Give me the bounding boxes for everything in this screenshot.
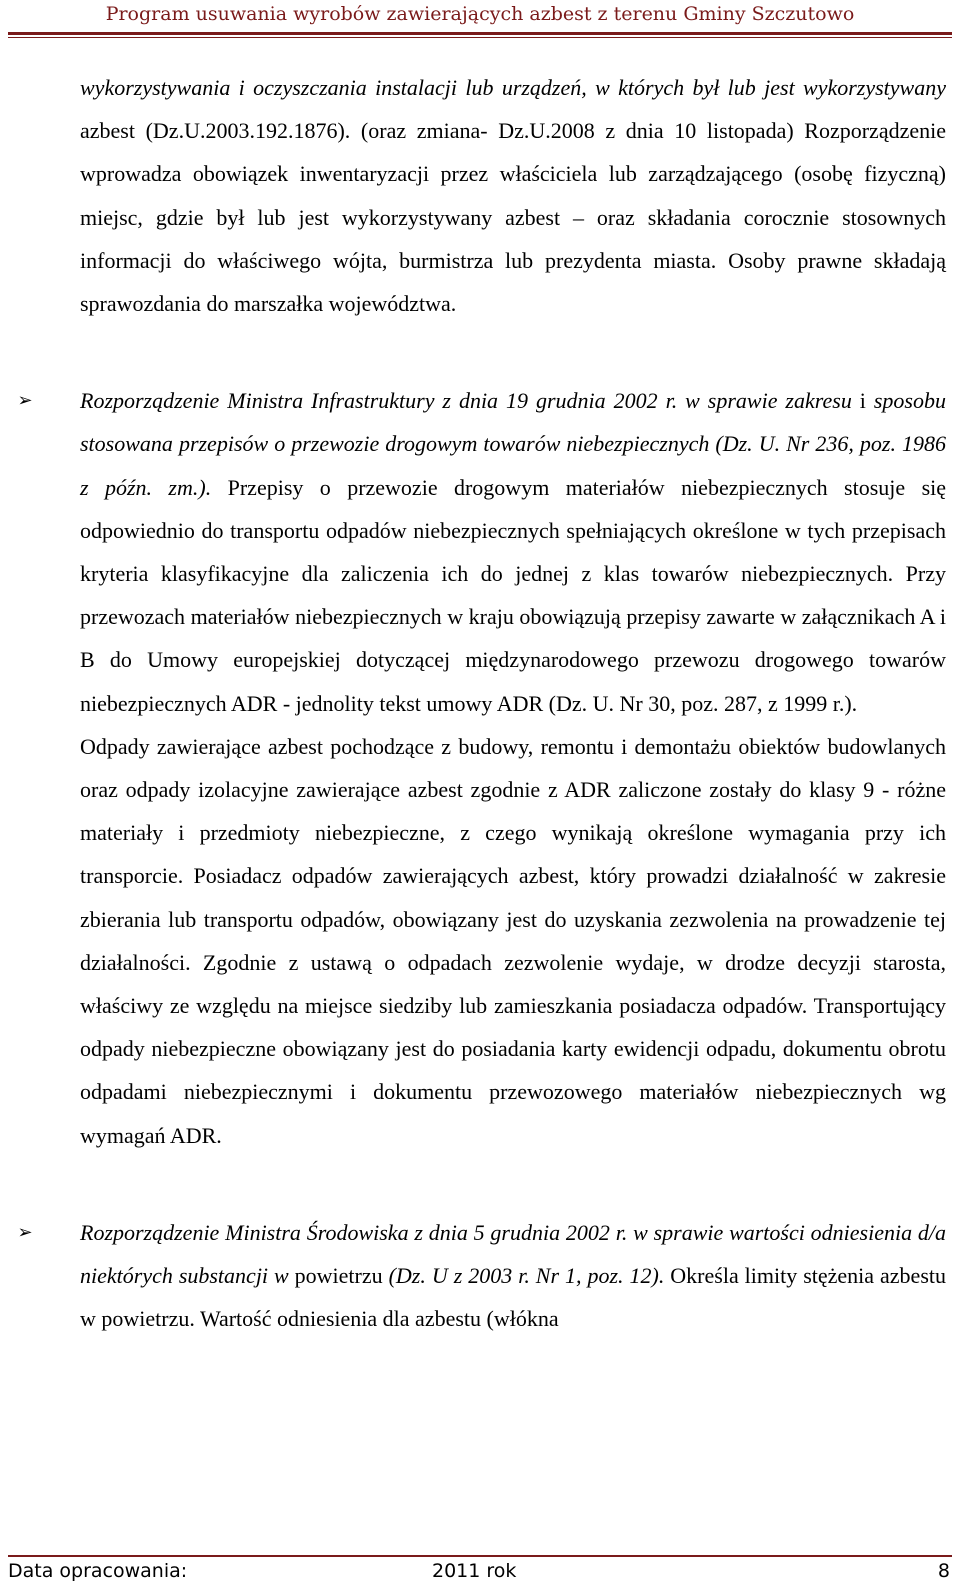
italic-text: wykorzystywania i oczyszczania instalacji lub urządzeń, w których był lub jest wykorzystywany bbox=[80, 75, 946, 100]
page-number: 8 bbox=[937, 1560, 950, 1582]
bullet-item-srodowisko bbox=[17, 1211, 946, 1341]
document-body bbox=[17, 66, 947, 1340]
bullet-item-infrastruktura bbox=[17, 379, 947, 725]
spacer bbox=[80, 325, 946, 379]
regulation-citation: (Dz. U z 2003 r. Nr 1, poz. 12). bbox=[388, 1263, 665, 1289]
paragraph-text: Przepisy o przewozie drogowym materiałów niebezpiecznych stosuje się odpowiednio do transportu odpadów niebezpiecznych spełniających określone w tych przepisach kryteria klasyfikacyjne dla zaliczenia ich do jednej z klas towarów niebezpiecznych. Przy przewozach materiałów niebezpiecznych w kraju obowiązują przepisy zawarte w załącznikach A i B do Umowy europejskiej dotyczącej międzynarodowego przewozu drogowego towarów niebezpiecznych ADR - jednolity tekst umowy ADR (Dz. U. Nr 30, poz. 287, z 1999 r.). bbox=[80, 474, 947, 716]
paragraph-text: azbest (Dz.U.2003.192.1876). (oraz zmiana- Dz.U.2008 z dnia 10 listopada) Rozporządzenie wprowadza obowiązek inwentaryzacji przez właściciela lub zarządzającego (osobę fizyczną) miejsc, gdzie był lub jest wykorzystywany azbest – oraz składania corocznie stosownych informacji do właściwego wójta, burmistrza lub prezydenta miasta. Osoby prawne składają sprawozdania do marszałka województwa. bbox=[80, 118, 946, 317]
regulation-title: Rozporządzenie Ministra Infrastruktury z dnia 19 grudnia 2002 r. w sprawie zakresu bbox=[80, 388, 852, 414]
paragraph-text: Określa limity stężenia azbestu w powietrzu. Wartość odniesienia dla azbestu (włókna bbox=[80, 1263, 946, 1332]
paragraph-text: powietrzu bbox=[288, 1263, 389, 1289]
regulation-citation: sposobu stosowana przepisów o przewozie drogowym towarów niebezpiecznych (Dz. U. Nr 236, poz. 1986 z późn. zm.). bbox=[80, 388, 946, 500]
arrowhead-bullet-icon: ➢ bbox=[17, 390, 33, 412]
header-rule-thin bbox=[8, 37, 952, 38]
paragraph-text: i bbox=[851, 388, 874, 414]
arrowhead-bullet-icon: ➢ bbox=[17, 1221, 33, 1243]
paragraph-odpady: Odpady zawierające azbest pochodzące z budowy, remontu i demontażu obiektów budowlanych oraz odpady izolacyjne zawierające azbest zgodnie z ADR zaliczone zostały do klasy 9 - różne materiały i przedmioty niebezpieczne, z czego wynikają określone wymagania przy ich transporcie. Posiadacz odpadów zawierających azbest, który prowadzi działalność w zakresie zbierania lub transportu odpadów, obowiązany jest do uzyskania zezwolenia na prowadzenie tej działalności. Zgodnie z ustawą o odpadach zezwolenie wydaje, w drodze decyzji starosta, właściwy ze względu na miejsce siedziby lub zamieszkania posiadacza odpadów. Transportujący odpady niebezpieczne obowiązany jest do posiadania karty ewidencji odpadu, dokumentu obrotu odpadami niebezpiecznymi i dokumentu przewozowego materiałów niebezpiecznych wg wymagań ADR. bbox=[80, 733, 946, 1148]
footer-date-label: Data opracowania: bbox=[8, 1560, 188, 1582]
paragraph-continuation bbox=[80, 66, 946, 325]
footer-rule bbox=[8, 1555, 952, 1557]
page-footer bbox=[0, 1560, 960, 1584]
footer-year: 2011 rok bbox=[432, 1560, 517, 1582]
page-header: Program usuwania wyrobów zawierających azbest z terenu Gminy Szczutowo bbox=[105, 3, 855, 25]
spacer bbox=[80, 1157, 946, 1211]
regulation-title: Rozporządzenie Ministra Środowiska z dnia 5 grudnia 2002 r. w sprawie wartości odniesienia d/a niektórych substancji w bbox=[80, 1219, 946, 1289]
header-rule bbox=[8, 32, 952, 35]
